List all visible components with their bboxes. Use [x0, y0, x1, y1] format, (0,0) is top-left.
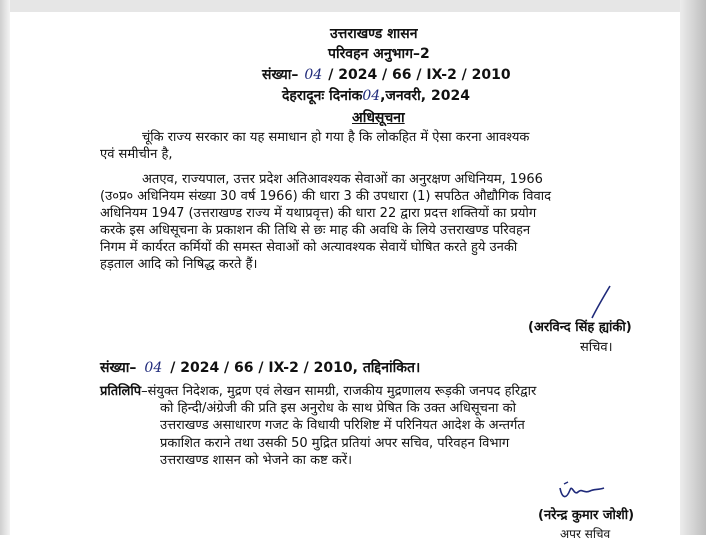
copy-number-handwritten: 04 — [144, 360, 163, 376]
para1-line2: एवं समीचीन है, — [100, 147, 173, 162]
scan-border-right — [680, 0, 706, 535]
copy-line: को हिन्दी/अंग्रेजी की प्रति इस अनुरोध के साथ प्रेषित कि उक्त अधिसूचना को — [160, 401, 516, 416]
para2-line: (उ०प्र० अधिनियम संख्या 30 वर्ष 1966) की धारा 3 की उपधारा (1) सपठित औद्यौगिक विवाद — [100, 189, 552, 204]
signatory2-name: (नरेन्द्र कुमार जोशी) — [538, 508, 635, 523]
date-suffix: ,जनवरी, 2024 — [380, 88, 470, 104]
scan-border-left — [0, 0, 10, 535]
place-date-prefix: देहरादूनः दिनांक — [282, 88, 363, 104]
scan-border-top — [0, 0, 706, 12]
para1-line1: चूंकि राज्य सरकार का यह समाधान हो गया है कि लोकहित में ऐसा करना आवश्यक — [142, 130, 530, 145]
number-suffix: / 2024 / 66 / IX-2 / 2010 — [328, 67, 511, 83]
notification-number — [262, 67, 511, 83]
document-title: अधिसूचना — [352, 110, 405, 126]
number-prefix: संख्या– — [262, 67, 299, 83]
date-handwritten: 04 — [362, 88, 381, 104]
section-name: परिवहन अनुभाग–2 — [328, 46, 430, 62]
copy-number-suffix: / 2024 / 66 / IX-2 / 2010, तद्दिनांकित। — [170, 360, 421, 376]
para2-line: करके इस अधिसूचना के प्रकाशन की तिथि से छः माह की अवधि के लिये उत्तराखण्ड परिवहन — [100, 223, 531, 238]
place-date — [282, 88, 470, 104]
copy-line: उत्तराखण्ड शासन को भेजने का कष्ट करें। — [160, 453, 353, 468]
number-handwritten: 04 — [304, 67, 323, 83]
signatory1-name: (अरविन्द सिंह ह्यांकी) — [528, 320, 632, 335]
govt-name: उत्तराखण्ड शासन — [330, 26, 418, 42]
signatory2-designation: अपर सचिव — [560, 527, 611, 541]
signature-mark-2 — [554, 478, 614, 508]
copy-number — [100, 360, 420, 376]
copy-line-text: –संयुक्त निदेशक, मुद्रण एवं लेखन सामग्री, राजकीय मुद्रणालय रूड़की जनपद हरिद्वार — [141, 384, 537, 399]
copy-line: उत्तराखण्ड असाधारण गजट के विधायी परिशिष्ट में परिनियत आदेश के अन्तर्गत — [160, 418, 525, 433]
para2-line: निगम में कार्यरत कर्मियों की समस्त सेवाओं को अत्यावश्यक सेवायें घोषित करते हुये उनकी — [100, 240, 518, 255]
para2-line: अतएव, राज्यपाल, उत्तर प्रदेश अतिआवश्यक सेवाओं का अनुरक्षण अधिनियम, 1966 — [142, 172, 543, 187]
signature-mark-1 — [570, 282, 620, 322]
para2-line: अधिनियम 1947 (उत्तराखण्ड राज्य में यथाप्रवृत्त) की धारा 22 द्वारा प्रदत्त शक्तियों का प्रयोग — [100, 206, 537, 221]
signatory1-designation: सचिव। — [580, 340, 613, 355]
copy-line — [100, 384, 536, 400]
para2-line: हड़ताल आदि को निषिद्ध करते हैं। — [100, 257, 258, 272]
copy-number-prefix: संख्या– — [100, 360, 137, 376]
copy-line: प्रकाशित कराने तथा उसकी 50 मुद्रित प्रतियां अपर सचिव, परिवहन विभाग — [160, 436, 510, 451]
copy-label: प्रतिलिपि — [100, 384, 142, 399]
